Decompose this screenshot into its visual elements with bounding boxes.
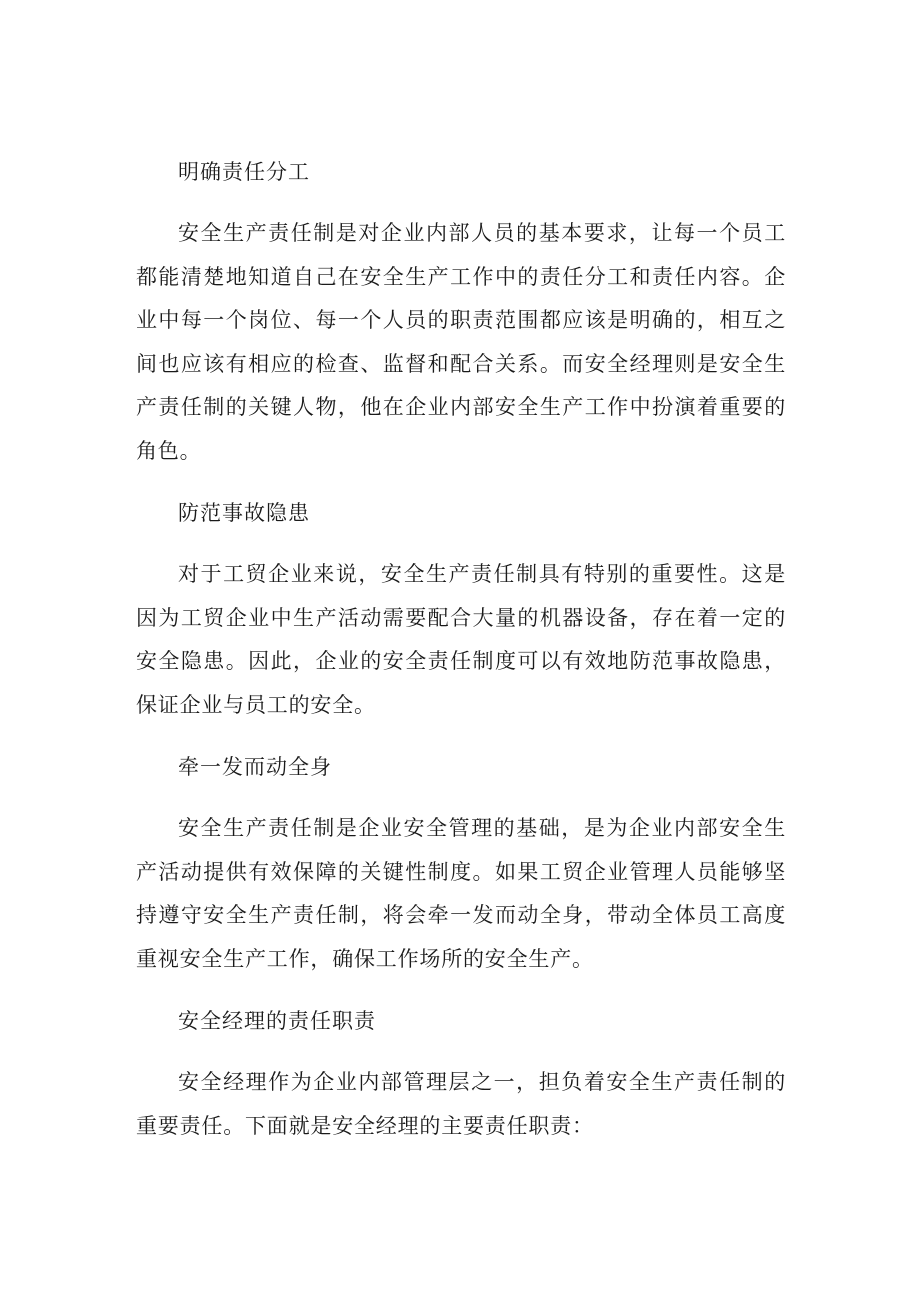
- section-paragraph-responsibility-division: 安全生产责任制是对企业内部人员的基本要求，让每一个员工都能清楚地知道自己在安全生产工作中的责任分工和责任内容。企业中每一个岗位、每一个人员的职责范围都应该是明确的，相互之间也应该有相应的检查、监督和配合关系。而安全经理则是安全生产责任制的关键人物，他在企业内部安全生产工作中扮演着重要的角色。: [136, 221, 786, 463]
- section-paragraph-safety-manager-duties: 安全经理作为企业内部管理层之一，担负着安全生产责任制的重要责任。下面就是安全经理的主要责任职责：: [136, 1070, 786, 1138]
- section-heading-accident-prevention: 防范事故隐患: [178, 501, 310, 525]
- section-paragraph-accident-prevention: 对于工贸企业来说，安全生产责任制具有特别的重要性。这是因为工贸企业中生产活动需要配合大量的机器设备，存在着一定的安全隐患。因此，企业的安全责任制度可以有效地防范事故隐患，保证企业与员工的安全。: [136, 562, 786, 717]
- section-heading-responsibility-division: 明确责任分工: [178, 160, 310, 184]
- section-heading-safety-manager-duties: 安全经理的责任职责: [178, 1009, 376, 1033]
- document-body: [136, 150, 786, 1148]
- section-heading-ripple-effect: 牵一发而动全身: [178, 755, 332, 779]
- section-paragraph-ripple-effect: 安全生产责任制是企业安全管理的基础，是为企业内部安全生产活动提供有效保障的关键性制度。如果工贸企业管理人员能够坚持遵守安全生产责任制，将会牵一发而动全身，带动全体员工高度重视安全生产工作，确保工作场所的安全生产。: [136, 816, 786, 971]
